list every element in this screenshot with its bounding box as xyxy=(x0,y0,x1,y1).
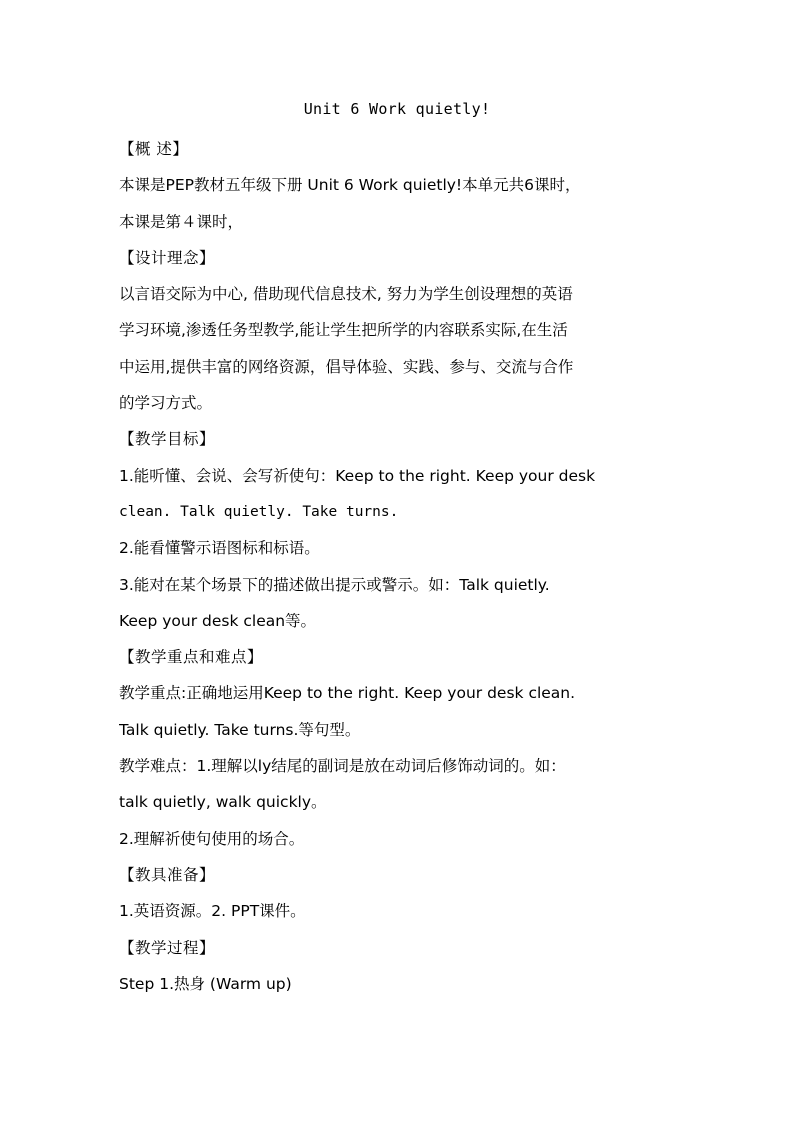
section-heading-teaching-process: 【教学过程】 xyxy=(119,938,216,957)
paragraph-line: clean. Talk quietly. Take turns. xyxy=(119,503,399,520)
paragraph-line: 教学重点:正确地运用Keep to the right. Keep your desk clean. xyxy=(119,684,576,703)
paragraph-line: 的学习方式。 xyxy=(119,394,213,413)
document-body xyxy=(119,131,689,1002)
paragraph-line: talk quietly, walk quickly。 xyxy=(119,793,327,812)
section-heading-teaching-aids: 【教具准备】 xyxy=(119,865,216,884)
paragraph-line: Keep your desk clean等。 xyxy=(119,611,317,630)
paragraph-line: 2.能看懂警示语图标和标语。 xyxy=(119,539,320,558)
paragraph-line: Step 1.热身 (Warm up) xyxy=(119,974,292,993)
paragraph-line: 1.能听懂、会说、会写祈使句：Keep to the right. Keep your desk xyxy=(119,466,596,485)
paragraph-line: 学习环境,渗透任务型教学,能让学生把所学的内容联系实际,在生活 xyxy=(119,321,568,340)
section-heading-overview: 【概 述】 xyxy=(119,140,189,158)
section-heading-key-points: 【教学重点和难点】 xyxy=(119,648,264,667)
paragraph-line: 3.能对在某个场景下的描述做出提示或警示。如：Talk quietly. xyxy=(119,575,550,594)
paragraph-line: 本课是第４课时， xyxy=(119,212,244,231)
section-heading-objectives: 【教学目标】 xyxy=(119,430,216,449)
paragraph-line: 1.英语资源。2. PPT课件。 xyxy=(119,902,306,921)
paragraph-line: 本课是PEP教材五年级下册 Unit 6 Work quietly!本单元共6课时， xyxy=(119,176,581,195)
document-title: Unit 6 Work quietly! xyxy=(303,100,491,118)
paragraph-line: 教学难点：1.理解以ly结尾的副词是放在动词后修饰动词的。如： xyxy=(119,757,566,776)
paragraph-line: 以言语交际为中心, 借助现代信息技术, 努力为学生创设理想的英语 xyxy=(119,285,573,304)
paragraph-line: 2.理解祈使句使用的场合。 xyxy=(119,829,305,848)
paragraph-line: Talk quietly. Take turns.等句型。 xyxy=(119,720,361,739)
section-heading-design-concept: 【设计理念】 xyxy=(119,248,216,267)
paragraph-line: 中运用,提供丰富的网络资源，倡导体验、实践、参与、交流与合作 xyxy=(119,357,574,376)
